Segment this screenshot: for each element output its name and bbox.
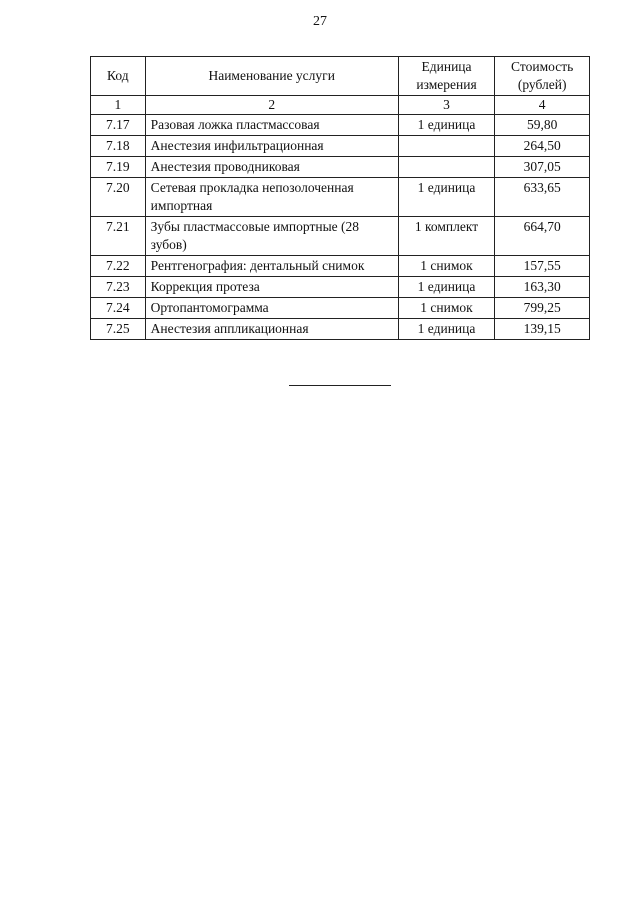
row-cost: 664,70 xyxy=(495,217,590,256)
header-code: Код xyxy=(91,57,146,96)
column-number: 2 xyxy=(145,96,398,115)
row-unit: 1 снимок xyxy=(398,256,495,277)
row-code: 7.21 xyxy=(91,217,146,256)
row-unit xyxy=(398,157,495,178)
row-code: 7.23 xyxy=(91,277,146,298)
row-unit: 1 единица xyxy=(398,319,495,340)
row-unit xyxy=(398,136,495,157)
table-row xyxy=(91,217,590,256)
row-code: 7.24 xyxy=(91,298,146,319)
row-code: 7.19 xyxy=(91,157,146,178)
table-row xyxy=(91,157,590,178)
page-number: 27 xyxy=(313,14,327,29)
column-number: 3 xyxy=(398,96,495,115)
table-row xyxy=(91,256,590,277)
row-name: Анестезия проводниковая xyxy=(145,157,398,178)
row-name: Ортопантомограмма xyxy=(145,298,398,319)
row-name: Рентгенография: дентальный снимок xyxy=(145,256,398,277)
row-cost: 59,80 xyxy=(495,115,590,136)
column-number: 4 xyxy=(495,96,590,115)
row-name: Разовая ложка пластмассовая xyxy=(145,115,398,136)
row-name: Зубы пластмассовые импортные (28 зубов) xyxy=(145,217,398,256)
header-unit: Единица измерения xyxy=(398,57,495,96)
row-cost: 264,50 xyxy=(495,136,590,157)
header-name: Наименование услуги xyxy=(145,57,398,96)
row-cost: 163,30 xyxy=(495,277,590,298)
table-header-row xyxy=(91,57,590,96)
row-code: 7.25 xyxy=(91,319,146,340)
price-table xyxy=(90,56,590,340)
table-row xyxy=(91,178,590,217)
row-name: Анестезия инфильтрационная xyxy=(145,136,398,157)
row-cost: 157,55 xyxy=(495,256,590,277)
header-cost: Стоимость (рублей) xyxy=(495,57,590,96)
row-cost: 307,05 xyxy=(495,157,590,178)
row-unit: 1 комплект xyxy=(398,217,495,256)
row-code: 7.18 xyxy=(91,136,146,157)
table-row xyxy=(91,115,590,136)
end-of-table-rule xyxy=(289,385,391,386)
row-unit: 1 снимок xyxy=(398,298,495,319)
row-name: Сетевая прокладка непозолоченная импортная xyxy=(145,178,398,217)
row-cost: 139,15 xyxy=(495,319,590,340)
row-cost: 633,65 xyxy=(495,178,590,217)
table-row xyxy=(91,319,590,340)
table-row xyxy=(91,136,590,157)
table-row xyxy=(91,298,590,319)
row-unit: 1 единица xyxy=(398,115,495,136)
column-number: 1 xyxy=(91,96,146,115)
row-name: Анестезия аппликационная xyxy=(145,319,398,340)
row-code: 7.22 xyxy=(91,256,146,277)
row-code: 7.20 xyxy=(91,178,146,217)
row-unit: 1 единица xyxy=(398,277,495,298)
column-numbering-row xyxy=(91,96,590,115)
row-cost: 799,25 xyxy=(495,298,590,319)
row-code: 7.17 xyxy=(91,115,146,136)
row-name: Коррекция протеза xyxy=(145,277,398,298)
table-row xyxy=(91,277,590,298)
row-unit: 1 единица xyxy=(398,178,495,217)
